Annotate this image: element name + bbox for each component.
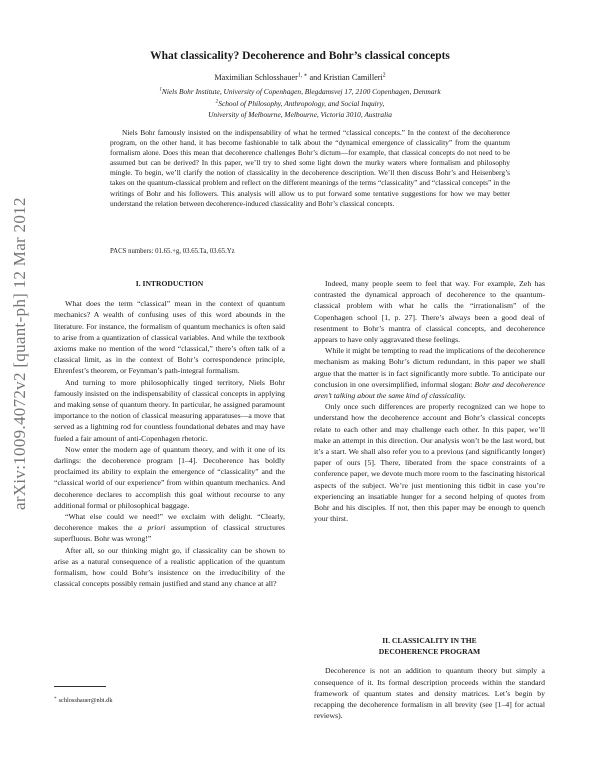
affiliation-mark: 2 (215, 98, 219, 105)
footnote-mark: ∗ (54, 694, 57, 700)
text-run: “What else could we need!” we exclaim with delight. “Clearly, decoherence makes the (54, 512, 285, 533)
paragraph: What does the term “classical” mean in the context of quantum mechanics? A wealth of confusing uses of this word abounds in the literature. For instance, the formalism of quantum mechanics is often said to arise from a quantization of classical variables. And while the textbook axioms make no mention of the word “classical,” there’s often talk of a classical limit, as in the context of Bohr’s correspondence principle, Ehrenfest’s theorem, or Feynman’s path-integral formalism. (54, 299, 285, 376)
affiliation (0, 87, 600, 96)
emphasis: a priori (138, 523, 166, 533)
author-mark: 1, ∗ (297, 72, 308, 79)
arxiv-identifier: arXiv:1009.4072v2 [quant-ph] 12 Mar 2012 (10, 197, 29, 510)
section-2 (314, 635, 545, 721)
section-heading: I. INTRODUCTION (135, 279, 204, 288)
affiliation (0, 99, 600, 108)
pacs-numbers: PACS numbers: 01.65.+g, 03.65.Ta, 03.65.Yz (110, 248, 235, 255)
left-column (54, 278, 285, 589)
author-conjunction: and (309, 73, 322, 82)
paragraph (314, 345, 545, 401)
affiliation-text: School of Philosophy, Anthropology, and Social Inquiry, (218, 99, 385, 108)
affiliation-mark: 1 (159, 86, 162, 93)
text-run: assumption of classical structures superfluous. Bohr was wrong!” (54, 523, 285, 544)
affiliation-text: Niels Bohr Institute, University of Copenhagen, Blegdamsvej 17, 2100 Copenhagen, Denmark (161, 87, 441, 96)
author-list (0, 73, 600, 82)
emphasis: Bohr and decoherence aren’t talking about the same kind of classicality. (314, 379, 545, 401)
paragraph (54, 511, 285, 545)
section-heading: DECOHERENCE PROGRAM (378, 647, 481, 657)
paragraph: Now enter the modern age of quantum theory, and with it one of its darlings: the decoherence program [1–4]. Decoherence has boldly proclaimed its ability to explain the emergence of “classicality” and the “classical world of our experience” from within quantum mechanics. And decoherence declares to accomplish this goal without recourse to any additional formal or philosophical baggage. (54, 444, 285, 510)
affiliation-text: University of Melbourne, Melbourne, Victoria 3010, Australia (208, 110, 392, 119)
section-heading: II. CLASSICALITY IN THE (382, 636, 477, 645)
paragraph: Indeed, many people seem to feel that way. For example, Zeh has contrasted the dynamical approach of decoherence to the quantum-classical problem with what he calls the “irrationalism” of the Copenhagen school [1, p. 27]. There’s always been a good deal of resentment to Bohr’s mantra of classical concepts, and decoherence appears to have only aggravated these feelings. (314, 279, 545, 345)
paragraph: And turning to more philosophically tinged territory, Niels Bohr famously insisted on the indispensability of classical concepts in applying and making sense of quantum theory. In particular, he assigned paramount importance to the notion of classical measuring apparatuses—a move that served as a lightning rod for countless foundational debates and may have fueled a fair amount of anti-Copenhagen rhetoric. (54, 377, 285, 443)
right-column (314, 278, 545, 524)
footnote (54, 694, 113, 704)
paragraph: After all, so our thinking might go, if classicality can be shown to arise as a natural consequence of a realistic application of the quantum formalism, how could Bohr’s insistence on the irreducibility of the classical concepts possibly remain justified and stand any chance at all? (54, 545, 285, 589)
paper-title: What classicality? Decoherence and Bohr’s classical concepts (150, 50, 450, 62)
footnote-rule (54, 686, 106, 687)
affiliation (0, 110, 600, 119)
author-name: Kristian Camilleri (323, 73, 383, 82)
footnote-email[interactable]: schlosshauer@nbi.dk (58, 697, 113, 704)
author-name: Maximilian Schlosshauer (214, 73, 298, 82)
paragraph: Decoherence is not an addition to quantum theory but simply a consequence of it. Its formal description proceeds within the standard framework of quantum states and density matrices. Let’s begin by recapping the decoherence formalism in all brevity (see [1–4] for actual reviews). (314, 666, 545, 721)
paragraph: Only once such differences are properly recognized can we hope to understand how the decoherence account and Bohr’s classical concepts relate to each other and may challenge each other. In this paper, we’ll make an attempt in this direction. Our analysis won’t be the last word, but it’s a start. We shall also refer you to a previous (and significantly longer) paper of ours [5]. There, liberated from the space constraints of a conference paper, we devote much more room to the fascinating historical aspects of the subject. We’re just mentioning this tidbit in case you’re experiencing an insatiable hunger for a second helping of quotes from Bohr and his disciples. If not, then this paper may be enough to quench your thirst. (314, 402, 545, 524)
text-run: While it might be tempting to read the implications of the decoherence mechanism as making Bohr’s dictum redundant, in this paper we shall argue that the matter is in fact significantly more subtle. To anticipate our conclusion in one oversimplified, informal slogan: (314, 346, 545, 389)
abstract: Niels Bohr famously insisted on the indispensability of what he termed “classical concepts.” In the context of the decoherence program, on the other hand, it has become fashionable to talk about the “dynamical emergence of classicality” from the quantum formalism alone. Does this mean that decoherence challenges Bohr’s dictum—for example, that classical concepts do not need to be assumed but can be derived? In this paper, we’ll try to shed some light down the murky waters where formalism and philosophy mingle. To begin, we’ll clarify the notion of classicality in the decoherence description. We’ll then discuss Bohr’s and Heisenberg’s takes on the quantum-classical problem and reflect on the different meanings of the terms “classicality” and “classical concepts” in the writings of Bohr and his followers. This analysis will allow us to put forward some tentative suggestions for how we may better understand the relation between decoherence-induced classicality and Bohr’s classical concepts. (110, 128, 510, 208)
author-mark: 2 (382, 72, 386, 79)
